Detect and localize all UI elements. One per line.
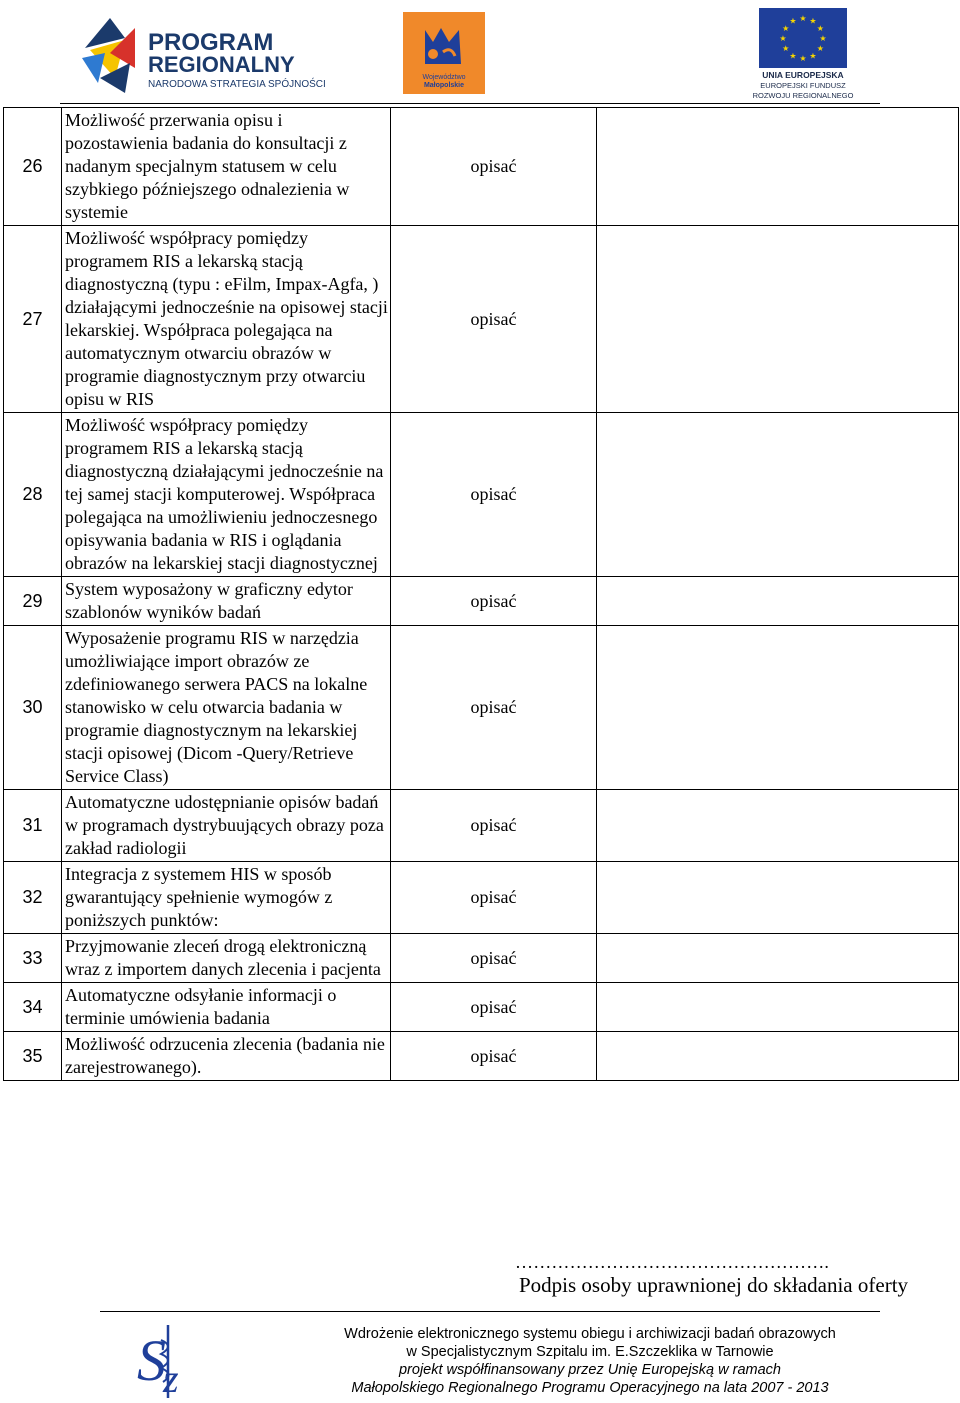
table-row: [4, 862, 959, 934]
row-offer-cell: [597, 983, 959, 1032]
svg-text:S: S: [137, 1328, 166, 1393]
program-logo-line3: NARODOWA STRATEGIA SPÓJNOŚCI: [148, 79, 326, 90]
header-divider: [60, 103, 880, 104]
eu-star-icon: ★: [819, 34, 827, 43]
program-logo-line1: PROGRAM: [148, 29, 274, 56]
row-number: 26: [4, 108, 62, 226]
row-response: opisać: [391, 1032, 597, 1081]
row-number: 29: [4, 577, 62, 626]
row-description: Integracja z systemem HIS w sposób gwarantujący spełnienie wymogów z poniższych punktów:: [62, 862, 391, 934]
voivodeship-logo-line2: Małopolskie: [423, 82, 465, 89]
row-number: 31: [4, 790, 62, 862]
row-offer-cell: [597, 1032, 959, 1081]
row-description: Możliwość odrzucenia zlecenia (badania nie zarejestrowanego).: [62, 1032, 391, 1081]
footer-line-4: Małopolskiego Regionalnego Programu Operacyjnego na lata 2007 - 2013: [351, 1380, 829, 1396]
table-row: [4, 790, 959, 862]
requirements-table: [3, 107, 959, 1081]
row-offer-cell: [597, 862, 959, 934]
row-description: Automatyczne udostępnianie opisów badań w programach dystrybuujących obrazy poza zakład radiologii: [62, 790, 391, 862]
row-description: Możliwość przerwania opisu i pozostawienia badania do konsultacji z nadanym specjalnym statusem w celu szybkiego późniejszego odnalezienia w systemie: [62, 108, 391, 226]
table-row: [4, 226, 959, 413]
eu-star-icon: ★: [809, 16, 817, 26]
row-description: Wyposażenie programu RIS w narzędzia umożliwiające import obrazów ze zdefiniowanego serwera PACS na lokalne stanowisko w celu otwarcia badania w programie diagnostycznym na lekarskiej stacji opisowej (Dicom -Query/Retrieve Service Class): [62, 626, 391, 790]
row-number: 34: [4, 983, 62, 1032]
eu-logo-line1: UNIA EUROPEJSKA: [762, 70, 844, 80]
table-row: [4, 626, 959, 790]
footer-line-2: w Specjalistycznym Szpitalu im. E.Szczeklika w Tarnowie: [406, 1344, 774, 1360]
eu-star-icon: ★: [782, 44, 790, 53]
footer-line-3: projekt współfinansowany przez Unię Europejską w ramach: [398, 1362, 781, 1378]
row-offer-cell: [597, 413, 959, 577]
row-response: opisać: [391, 577, 597, 626]
eu-star-icon: ★: [809, 51, 817, 61]
row-response: opisać: [391, 862, 597, 934]
table-row: [4, 413, 959, 577]
row-response: opisać: [391, 934, 597, 983]
eu-logo-line2: EUROPEJSKI FUNDUSZ: [760, 81, 846, 90]
row-offer-cell: [597, 626, 959, 790]
row-offer-cell: [597, 577, 959, 626]
row-offer-cell: [597, 934, 959, 983]
row-description: Możliwość współpracy pomiędzy programem RIS a lekarską stacją diagnostyczną działającymi jednocześnie na tej samej stacji komputerowej. Współpraca polegająca na umożliwieniu jednoczesnego opisywania badania w RIS i oglądania obrazów na lekarskiej stacji diagnostycznej: [62, 413, 391, 577]
eu-star-icon: ★: [782, 24, 790, 33]
footer-divider: [100, 1311, 880, 1312]
voivodeship-logo-line1: Województwo: [422, 74, 466, 81]
hospital-logo: [135, 1320, 205, 1400]
svg-text:z: z: [163, 1356, 179, 1400]
row-description: Automatyczne odsyłanie informacji o terminie umówienia badania: [62, 983, 391, 1032]
row-response: opisać: [391, 226, 597, 413]
row-number: 30: [4, 626, 62, 790]
eu-star-icon: ★: [816, 44, 824, 53]
row-number: 28: [4, 413, 62, 577]
signature-label: Podpis osoby uprawnionej do składania oferty: [519, 1273, 909, 1297]
program-logo-line2: REGIONALNY: [148, 52, 295, 77]
row-response: opisać: [391, 983, 597, 1032]
row-offer-cell: [597, 108, 959, 226]
eu-star-icon: ★: [789, 16, 797, 26]
table-row: [4, 577, 959, 626]
signature-line: …………………………………………….: [515, 1252, 830, 1272]
row-response: opisać: [391, 790, 597, 862]
eu-star-icon: ★: [816, 24, 824, 33]
row-number: 32: [4, 862, 62, 934]
row-number: 35: [4, 1032, 62, 1081]
row-description: Możliwość współpracy pomiędzy programem RIS a lekarską stacją diagnostyczną (typu : eFilm, Impax-Agfa, ) działającymi jednocześnie na opisowej stacji lekarskiej. Współpraca polegająca na automatycznym otwarciu obrazów w programie diagnostycznym przy otwarciu opisu w RIS: [62, 226, 391, 413]
table-row: [4, 983, 959, 1032]
row-response: opisać: [391, 108, 597, 226]
row-description: System wyposażony w graficzny edytor szablonów wyników badań: [62, 577, 391, 626]
eu-logo: [750, 8, 880, 103]
row-offer-cell: [597, 226, 959, 413]
row-number: 27: [4, 226, 62, 413]
table-row: [4, 1032, 959, 1081]
row-response: opisać: [391, 626, 597, 790]
program-regionalny-logo: [80, 8, 340, 93]
eu-logo-line3: ROZWOJU REGIONALNEGO: [752, 91, 854, 100]
table-row: [4, 108, 959, 226]
footer-text: [290, 1325, 890, 1397]
row-description: Przyjmowanie zleceń drogą elektroniczną wraz z importem danych zlecenia i pacjenta: [62, 934, 391, 983]
page-header: [0, 0, 960, 105]
row-response: opisać: [391, 413, 597, 577]
row-offer-cell: [597, 790, 959, 862]
table-row: [4, 934, 959, 983]
row-number: 33: [4, 934, 62, 983]
malopolska-logo: [403, 12, 485, 94]
footer-line-1: Wdrożenie elektronicznego systemu obiegu i archiwizacji badań obrazowych: [344, 1326, 836, 1342]
eu-star-icon: ★: [799, 14, 807, 23]
eu-star-icon: ★: [779, 34, 787, 43]
eu-star-icon: ★: [799, 54, 807, 63]
eu-star-icon: ★: [789, 51, 797, 61]
